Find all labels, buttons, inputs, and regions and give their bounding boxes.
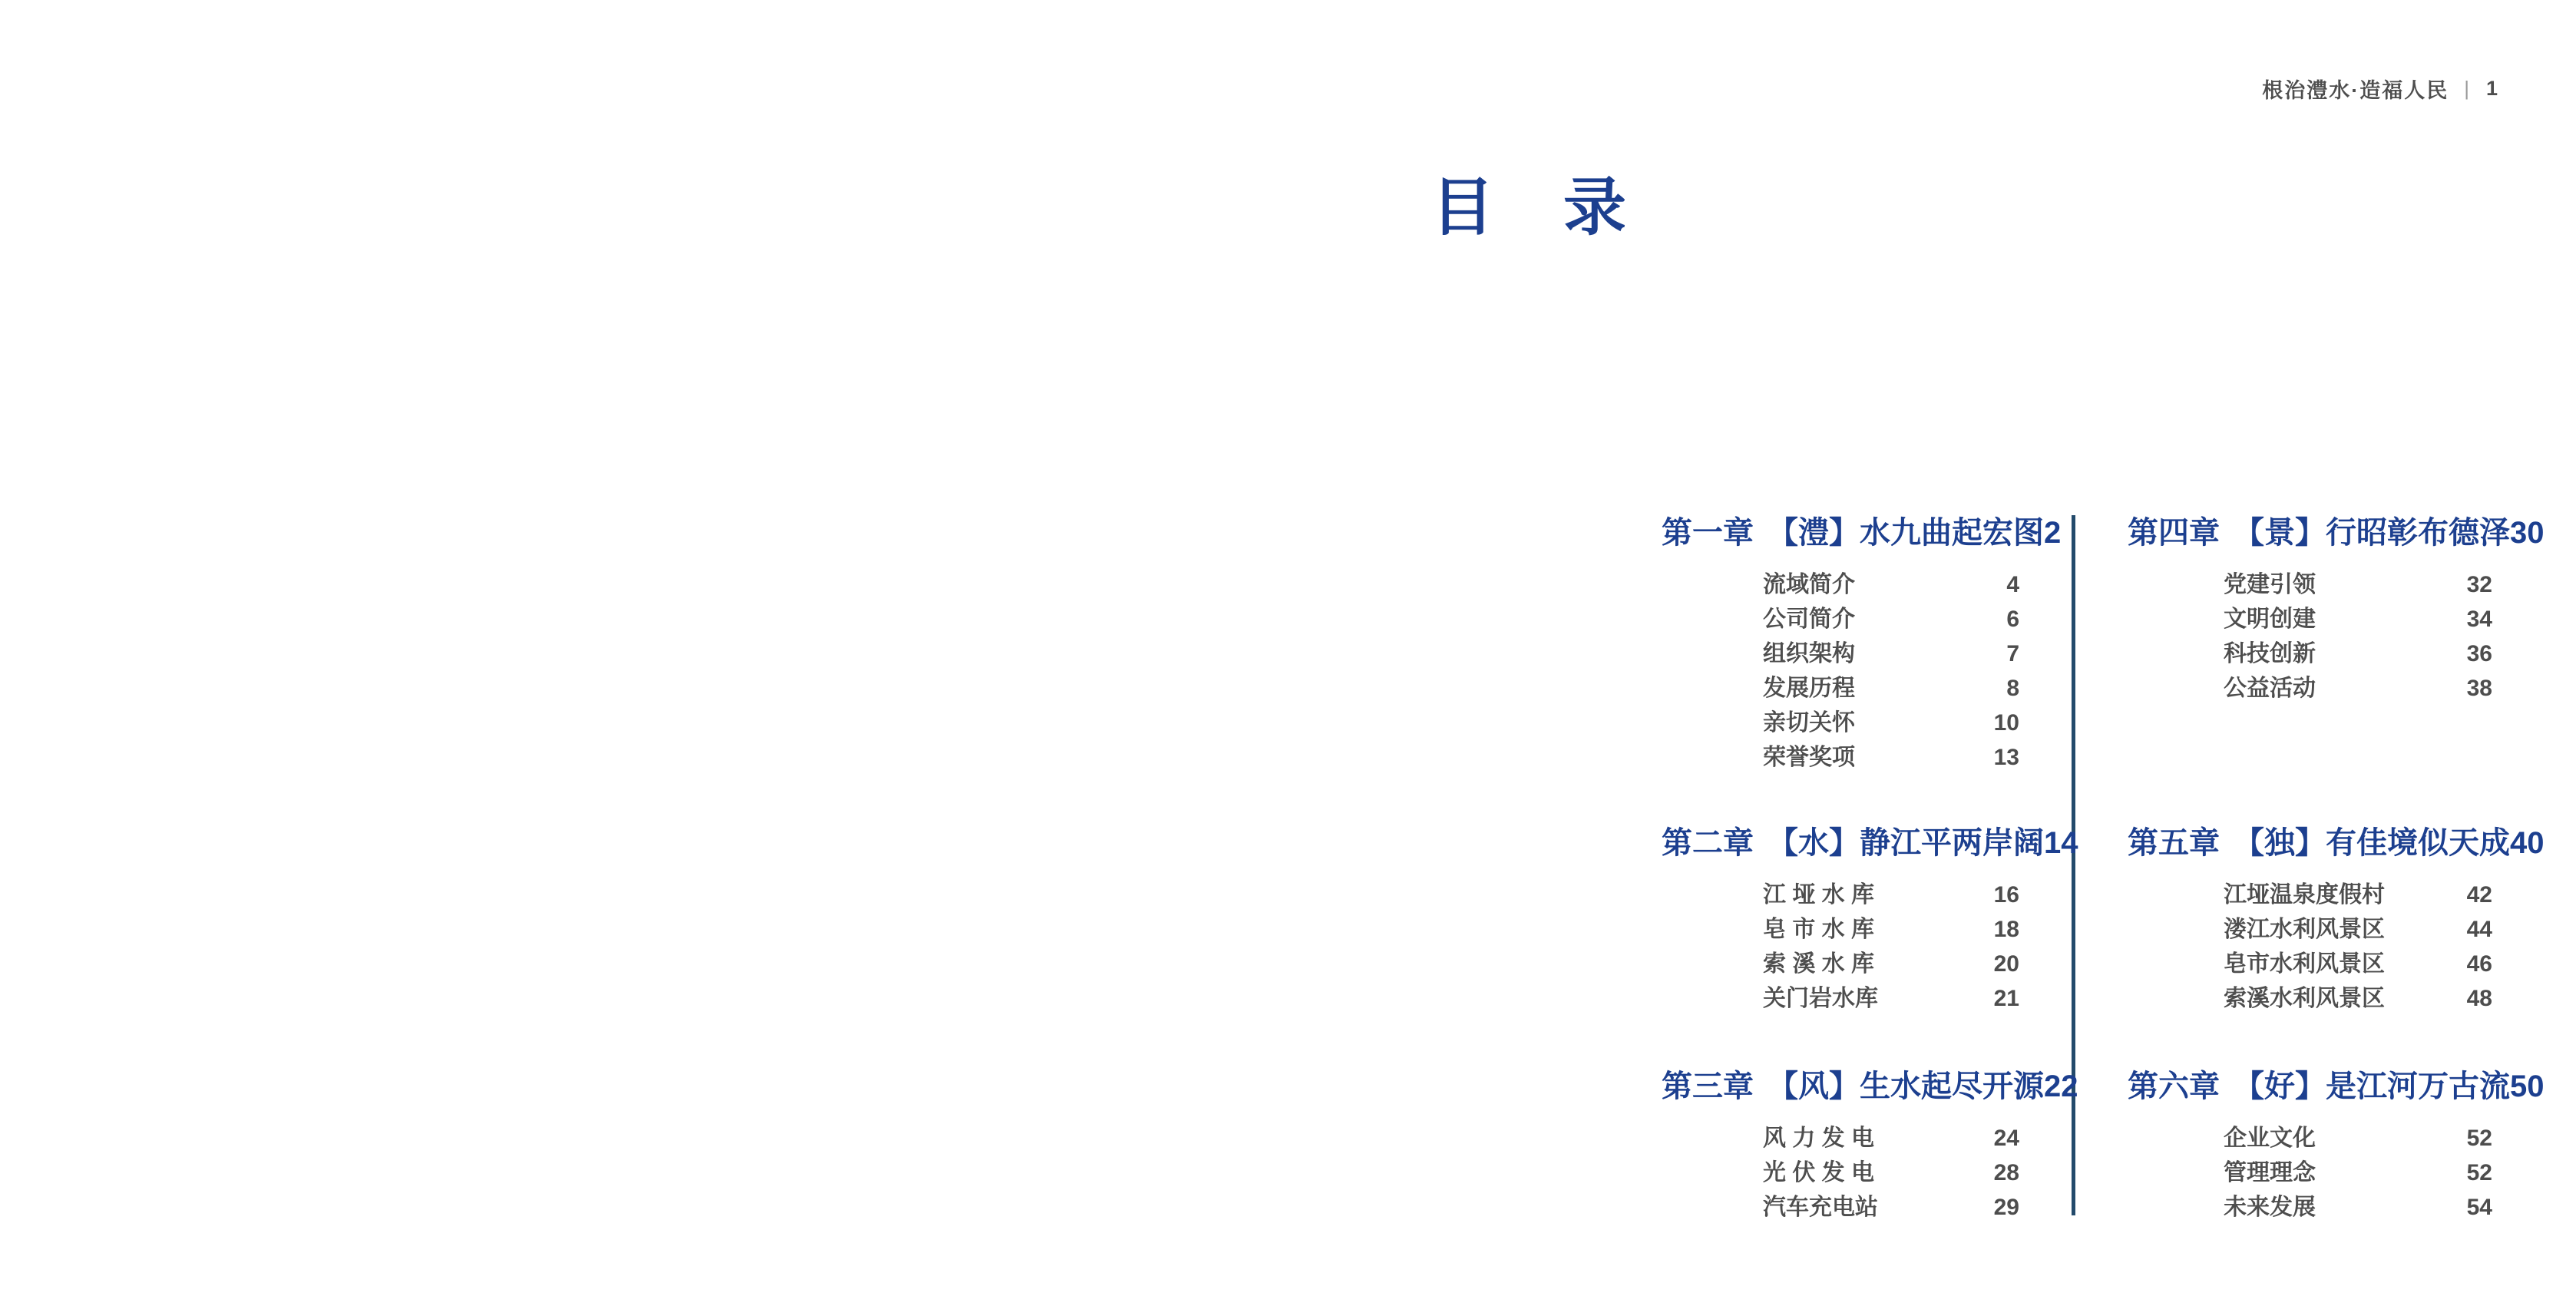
toc-chapter-heading[interactable] [2128,826,2545,860]
toc-item-page-number: 18 [1993,917,2019,942]
chapter-title: 【水】静江平两岸阔 [1767,826,2044,860]
toc-item[interactable] [1763,567,2019,602]
toc-item[interactable] [2224,671,2492,706]
toc-item[interactable] [1763,981,2019,1016]
toc-item-page-number: 36 [2466,641,2492,666]
toc-chapter-heading[interactable] [1662,826,2078,860]
toc-chapter-group-right-2 [2128,826,2545,1016]
toc-item-page-number: 8 [2006,676,2019,701]
toc-item[interactable] [2224,602,2492,636]
toc-item-page-number: 29 [1993,1195,2019,1220]
chapter-label: 第四章 [2128,516,2220,550]
toc-item[interactable] [1763,878,2019,912]
toc-item-label: 未来发展 [2224,1195,2316,1220]
toc-item-page-number: 24 [1993,1126,2019,1151]
toc-item[interactable] [1763,636,2019,671]
toc-item[interactable] [1763,1190,2019,1225]
toc-item-page-number: 44 [2466,917,2492,942]
running-header [2262,74,2499,104]
toc-chapter-items [2128,878,2492,1016]
toc-item-page-number: 48 [2466,986,2492,1011]
toc-chapter-heading[interactable] [2128,1070,2545,1103]
toc-item-label: 江 垭 水 库 [1763,882,1875,908]
chapter-page-number: 2 [2044,516,2062,550]
toc-chapter-items [2128,567,2492,706]
toc-chapter-group-left-3 [1662,1070,2078,1225]
toc-item-label: 风 力 发 电 [1763,1126,1875,1151]
chapter-page-number: 22 [2044,1070,2078,1103]
toc-chapter-group-right-1 [2128,516,2545,706]
toc-item-label: 皂市水利风景区 [2224,951,2385,977]
toc-item-page-number: 13 [1993,745,2019,770]
toc-item-label: 文明创建 [2224,607,2316,632]
header-separator: | [2464,77,2471,100]
chapter-title: 【景】行昭彰布德泽 [2234,516,2510,550]
chapter-page-number: 50 [2510,1070,2545,1103]
toc-item[interactable] [2224,567,2492,602]
chapter-title: 【好】是江河万古流 [2234,1070,2510,1103]
toc-chapter-heading[interactable] [1662,516,2062,550]
toc-chapter-items [1662,1121,2019,1225]
toc-item-label: 公益活动 [2224,676,2316,701]
toc-item[interactable] [2224,912,2492,947]
toc-item-page-number: 10 [1993,710,2019,736]
toc-item-page-number: 6 [2006,607,2019,632]
toc-chapter-heading[interactable] [2128,516,2545,550]
toc-item-label: 公司简介 [1763,607,1855,632]
toc-item-label: 科技创新 [2224,641,2316,666]
toc-item[interactable] [2224,981,2492,1016]
toc-item[interactable] [1763,1121,2019,1156]
toc-item[interactable] [1763,602,2019,636]
header-motto: 根治澧水·造福人民 [2262,79,2449,102]
toc-chapter-group-left-2 [1662,826,2078,1016]
toc-item-page-number: 52 [2466,1160,2492,1185]
toc-chapter-group-left-1 [1662,516,2062,775]
chapter-page-number: 30 [2510,516,2545,550]
toc-item-page-number: 4 [2006,572,2019,597]
toc-item-label: 组织架构 [1763,641,1855,666]
page-title: 目 录 [1431,173,1630,243]
toc-item-label: 管理理念 [2224,1160,2316,1185]
toc-item-page-number: 34 [2466,607,2492,632]
toc-item[interactable] [1763,912,2019,947]
toc-item-page-number: 21 [1993,986,2019,1011]
toc-item-page-number: 46 [2466,951,2492,977]
column-divider [2072,515,2075,1215]
toc-chapter-heading[interactable] [1662,1070,2078,1103]
toc-item-label: 光 伏 发 电 [1763,1160,1875,1185]
toc-chapter-items [2128,1121,2492,1225]
chapter-page-number: 40 [2510,826,2545,860]
chapter-label: 第二章 [1662,826,1754,860]
toc-item-page-number: 42 [2466,882,2492,908]
toc-item-label: 流域简介 [1763,572,1855,597]
toc-item-label: 溇江水利风景区 [2224,917,2385,942]
toc-item[interactable] [1763,947,2019,981]
toc-item[interactable] [1763,671,2019,706]
chapter-page-number: 14 [2044,826,2078,860]
chapter-label: 第一章 [1662,516,1754,550]
toc-item[interactable] [2224,1190,2492,1225]
toc-item-label: 企业文化 [2224,1126,2316,1151]
toc-item[interactable] [2224,1121,2492,1156]
toc-item-label: 江垭温泉度假村 [2224,882,2385,908]
toc-chapter-group-right-3 [2128,1070,2545,1225]
chapter-label: 第五章 [2128,826,2220,860]
toc-item-page-number: 54 [2466,1195,2492,1220]
chapter-title: 【澧】水九曲起宏图 [1767,516,2044,550]
toc-item[interactable] [2224,947,2492,981]
toc-item-label: 汽车充电站 [1763,1195,1878,1220]
toc-item-label: 索 溪 水 库 [1763,951,1875,977]
toc-item-label: 关门岩水库 [1763,986,1878,1011]
toc-item-label: 荣誉奖项 [1763,745,1855,770]
toc-item-page-number: 32 [2466,572,2492,597]
header-page-number: 1 [2485,77,2499,100]
chapter-title: 【独】有佳境似天成 [2234,826,2510,860]
toc-item-label: 党建引领 [2224,572,2316,597]
toc-item-page-number: 16 [1993,882,2019,908]
toc-item[interactable] [1763,706,2019,740]
toc-item[interactable] [1763,1156,2019,1190]
toc-item-label: 皂 市 水 库 [1763,917,1875,942]
toc-item-page-number: 38 [2466,676,2492,701]
toc-item[interactable] [1763,740,2019,775]
toc-item[interactable] [2224,636,2492,671]
toc-item-label: 亲切关怀 [1763,710,1855,736]
toc-item-page-number: 20 [1993,951,2019,977]
toc-item-page-number: 28 [1993,1160,2019,1185]
toc-item[interactable] [2224,1156,2492,1190]
toc-item-label: 发展历程 [1763,676,1855,701]
chapter-label: 第六章 [2128,1070,2220,1103]
toc-chapter-items [1662,567,2019,775]
chapter-label: 第三章 [1662,1070,1754,1103]
toc-item-label: 索溪水利风景区 [2224,986,2385,1011]
chapter-title: 【风】生水起尽开源 [1767,1070,2044,1103]
toc-chapter-items [1662,878,2019,1016]
toc-item-page-number: 7 [2006,641,2019,666]
toc-item-page-number: 52 [2466,1126,2492,1151]
toc-item[interactable] [2224,878,2492,912]
